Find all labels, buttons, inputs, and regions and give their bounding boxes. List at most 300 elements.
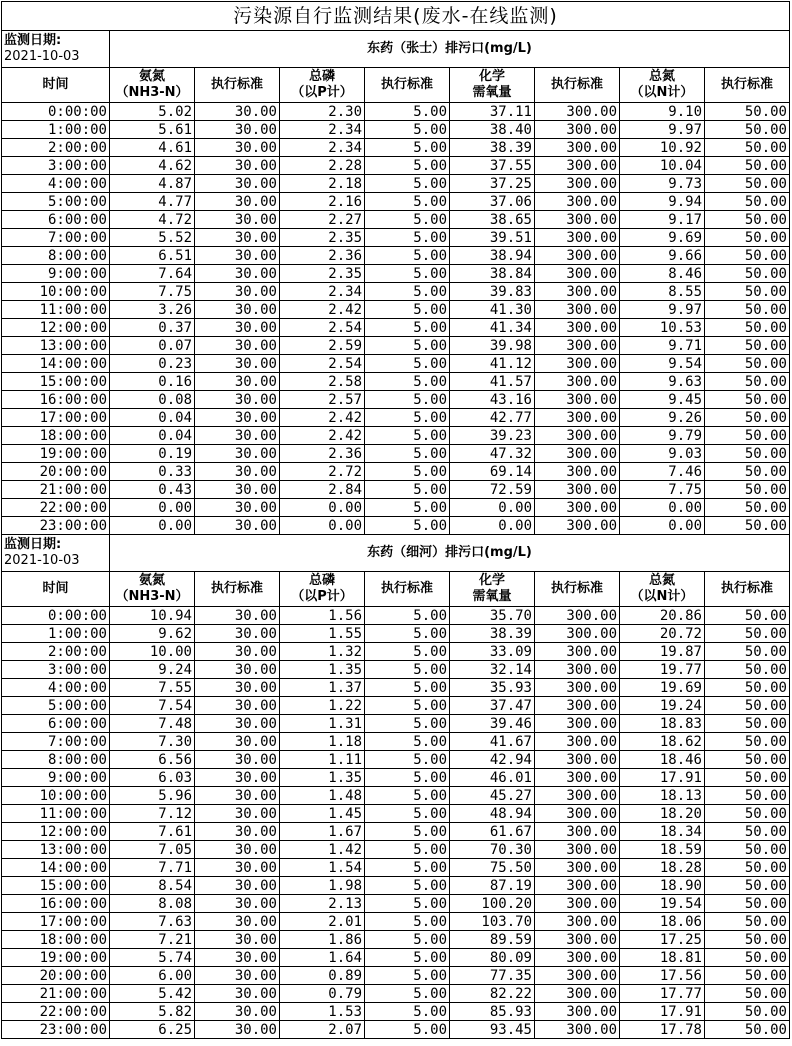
nh3n-standard: 30.00 (195, 643, 280, 661)
nh3n-value: 5.42 (110, 985, 195, 1003)
tp-standard-header-line1: 执行标准 (380, 77, 433, 92)
tp-standard: 5.00 (365, 445, 450, 463)
tn-value: 9.54 (620, 355, 705, 373)
cod-standard: 300.00 (535, 769, 620, 787)
cod-standard: 300.00 (535, 481, 620, 499)
nh3n-value: 4.77 (110, 193, 195, 211)
tp-standard: 5.00 (365, 373, 450, 391)
tp-value: 2.42 (280, 301, 365, 319)
tp-standard: 5.00 (365, 1021, 450, 1039)
time-cell: 13:00:00 (2, 337, 110, 355)
tp-header-line2: （以P计） (291, 85, 353, 100)
time-cell: 11:00:00 (2, 805, 110, 823)
cod-value: 38.84 (450, 265, 535, 283)
time-cell: 6:00:00 (2, 211, 110, 229)
nh3n-value: 7.48 (110, 715, 195, 733)
cod-value: 37.11 (450, 103, 535, 121)
cod-standard: 300.00 (535, 445, 620, 463)
tn-standard: 50.00 (705, 607, 790, 625)
tp-value: 2.16 (280, 193, 365, 211)
nh3n-value: 0.04 (110, 427, 195, 445)
tn-standard-header-line1: 执行标准 (720, 77, 773, 92)
tn-standard: 50.00 (705, 229, 790, 247)
tp-value: 1.11 (280, 751, 365, 769)
tn-value: 18.62 (620, 733, 705, 751)
nh3n-standard: 30.00 (195, 625, 280, 643)
tp-value: 2.30 (280, 103, 365, 121)
nh3n-standard-header-line1: 执行标准 (210, 581, 263, 596)
cod-standard: 300.00 (535, 409, 620, 427)
tp-value: 1.31 (280, 715, 365, 733)
nh3n-value: 6.03 (110, 769, 195, 787)
cod-standard: 300.00 (535, 679, 620, 697)
table-row (2, 283, 790, 301)
nh3n-standard: 30.00 (195, 175, 280, 193)
tp-standard: 5.00 (365, 211, 450, 229)
time-cell: 10:00:00 (2, 283, 110, 301)
tp-standard: 5.00 (365, 247, 450, 265)
tn-standard: 50.00 (705, 283, 790, 301)
tp-value: 2.01 (280, 913, 365, 931)
cod-standard-header-line1: 执行标准 (550, 77, 603, 92)
nh3n-value: 5.96 (110, 787, 195, 805)
tn-value: 9.03 (620, 445, 705, 463)
nh3n-standard: 30.00 (195, 859, 280, 877)
tp-value: 2.72 (280, 463, 365, 481)
tp-standard: 5.00 (365, 481, 450, 499)
tn-standard: 50.00 (705, 985, 790, 1003)
tn-value: 18.34 (620, 823, 705, 841)
nh3n-header-line2: （NH3-N） (115, 589, 189, 604)
nh3n-standard-header-line1: 执行标准 (210, 77, 263, 92)
tp-standard: 5.00 (365, 121, 450, 139)
nh3n-standard: 30.00 (195, 823, 280, 841)
tp-standard: 5.00 (365, 499, 450, 517)
cod-standard: 300.00 (535, 265, 620, 283)
cod-value: 82.22 (450, 985, 535, 1003)
tp-value: 1.55 (280, 625, 365, 643)
tn-header-line2: （以N计） (630, 85, 694, 100)
cod-value: 85.93 (450, 1003, 535, 1021)
nh3n-value: 0.33 (110, 463, 195, 481)
nh3n-standard: 30.00 (195, 445, 280, 463)
cod-standard: 300.00 (535, 355, 620, 373)
cod-standard: 300.00 (535, 805, 620, 823)
cod-standard: 300.00 (535, 229, 620, 247)
tp-standard: 5.00 (365, 283, 450, 301)
cod-standard: 300.00 (535, 283, 620, 301)
cod-header-line2: 需氧量 (472, 589, 512, 604)
table-row (2, 931, 790, 949)
nh3n-header-line1: 氨氮 (138, 69, 165, 84)
tp-value: 1.32 (280, 643, 365, 661)
tp-value: 2.18 (280, 175, 365, 193)
tn-standard-header-line1: 执行标准 (720, 581, 773, 596)
nh3n-standard: 30.00 (195, 157, 280, 175)
tp-value: 2.54 (280, 355, 365, 373)
site-header-row (2, 535, 790, 572)
time-cell: 1:00:00 (2, 121, 110, 139)
nh3n-standard: 30.00 (195, 427, 280, 445)
tn-value: 9.97 (620, 121, 705, 139)
nh3n-value: 7.54 (110, 697, 195, 715)
time-cell: 11:00:00 (2, 301, 110, 319)
tn-standard: 50.00 (705, 697, 790, 715)
cod-standard: 300.00 (535, 931, 620, 949)
tp-standard: 5.00 (365, 715, 450, 733)
cod-value: 0.00 (450, 517, 535, 535)
tn-standard: 50.00 (705, 301, 790, 319)
time-cell: 15:00:00 (2, 877, 110, 895)
table-row (2, 337, 790, 355)
table-row (2, 751, 790, 769)
table-row (2, 697, 790, 715)
nh3n-standard: 30.00 (195, 139, 280, 157)
nh3n-header (110, 572, 195, 607)
tn-standard: 50.00 (705, 967, 790, 985)
nh3n-value: 9.24 (110, 661, 195, 679)
cod-value: 32.14 (450, 661, 535, 679)
tp-value: 0.00 (280, 499, 365, 517)
cod-value: 38.40 (450, 121, 535, 139)
table-row (2, 985, 790, 1003)
tn-standard: 50.00 (705, 157, 790, 175)
nh3n-standard: 30.00 (195, 265, 280, 283)
tn-standard: 50.00 (705, 733, 790, 751)
time-cell: 5:00:00 (2, 697, 110, 715)
time-cell: 9:00:00 (2, 769, 110, 787)
tp-value: 2.13 (280, 895, 365, 913)
tp-standard: 5.00 (365, 823, 450, 841)
tn-value: 9.94 (620, 193, 705, 211)
cod-value: 35.70 (450, 607, 535, 625)
nh3n-value: 8.08 (110, 895, 195, 913)
time-cell: 12:00:00 (2, 823, 110, 841)
tn-standard: 50.00 (705, 247, 790, 265)
time-cell: 13:00:00 (2, 841, 110, 859)
monitoring-results-table (1, 1, 790, 1039)
tp-value: 2.27 (280, 211, 365, 229)
tp-value: 1.22 (280, 697, 365, 715)
time-cell: 12:00:00 (2, 319, 110, 337)
tn-standard: 50.00 (705, 175, 790, 193)
tp-standard: 5.00 (365, 967, 450, 985)
nh3n-standard: 30.00 (195, 805, 280, 823)
time-cell: 21:00:00 (2, 985, 110, 1003)
tn-standard: 50.00 (705, 913, 790, 931)
cod-standard: 300.00 (535, 373, 620, 391)
tn-value: 9.71 (620, 337, 705, 355)
tn-standard: 50.00 (705, 751, 790, 769)
tn-standard-header (705, 68, 790, 103)
tp-standard: 5.00 (365, 607, 450, 625)
tp-standard: 5.00 (365, 355, 450, 373)
nh3n-standard: 30.00 (195, 769, 280, 787)
nh3n-value: 4.87 (110, 175, 195, 193)
cod-standard: 300.00 (535, 175, 620, 193)
column-header-row (2, 68, 790, 103)
table-body (2, 2, 790, 1039)
tn-standard: 50.00 (705, 625, 790, 643)
tp-value: 2.84 (280, 481, 365, 499)
cod-value: 89.59 (450, 931, 535, 949)
cod-standard: 300.00 (535, 877, 620, 895)
cod-value: 37.06 (450, 193, 535, 211)
tp-value: 1.56 (280, 607, 365, 625)
nh3n-value: 5.82 (110, 1003, 195, 1021)
tp-value: 0.89 (280, 967, 365, 985)
tp-value: 1.64 (280, 949, 365, 967)
tn-standard: 50.00 (705, 859, 790, 877)
tp-header (280, 572, 365, 607)
tn-value: 9.17 (620, 211, 705, 229)
cod-value: 33.09 (450, 643, 535, 661)
nh3n-standard: 30.00 (195, 661, 280, 679)
time-cell: 1:00:00 (2, 625, 110, 643)
nh3n-value: 9.62 (110, 625, 195, 643)
tp-standard: 5.00 (365, 931, 450, 949)
tp-header (280, 68, 365, 103)
cod-value: 39.51 (450, 229, 535, 247)
nh3n-value: 7.75 (110, 283, 195, 301)
tn-value: 9.45 (620, 391, 705, 409)
cod-value: 72.59 (450, 481, 535, 499)
tp-standard: 5.00 (365, 265, 450, 283)
cod-value: 100.20 (450, 895, 535, 913)
time-cell: 9:00:00 (2, 265, 110, 283)
tn-value: 17.91 (620, 1003, 705, 1021)
cod-value: 61.67 (450, 823, 535, 841)
table-row (2, 823, 790, 841)
time-cell: 20:00:00 (2, 463, 110, 481)
tn-value: 18.20 (620, 805, 705, 823)
tn-value: 17.77 (620, 985, 705, 1003)
cod-header (450, 572, 535, 607)
tn-standard: 50.00 (705, 895, 790, 913)
cod-standard: 300.00 (535, 103, 620, 121)
table-row (2, 607, 790, 625)
tp-standard: 5.00 (365, 157, 450, 175)
cod-header-line1: 化学 (478, 573, 505, 588)
table-row (2, 1021, 790, 1039)
tp-standard: 5.00 (365, 301, 450, 319)
monitoring-date-value: 2021-10-03 (4, 49, 80, 64)
cod-value: 77.35 (450, 967, 535, 985)
time-cell: 16:00:00 (2, 391, 110, 409)
tp-standard: 5.00 (365, 841, 450, 859)
nh3n-standard: 30.00 (195, 607, 280, 625)
cod-value: 0.00 (450, 499, 535, 517)
tn-value: 17.78 (620, 1021, 705, 1039)
tp-value: 2.28 (280, 157, 365, 175)
nh3n-standard: 30.00 (195, 301, 280, 319)
time-cell: 16:00:00 (2, 895, 110, 913)
tn-standard: 50.00 (705, 643, 790, 661)
monitoring-date-label: 监测日期: (4, 537, 62, 552)
cod-value: 38.39 (450, 139, 535, 157)
nh3n-header (110, 68, 195, 103)
tp-standard: 5.00 (365, 787, 450, 805)
tp-standard: 5.00 (365, 427, 450, 445)
tn-standard: 50.00 (705, 679, 790, 697)
nh3n-value: 7.64 (110, 265, 195, 283)
tn-standard: 50.00 (705, 337, 790, 355)
table-row (2, 409, 790, 427)
tn-value: 10.53 (620, 319, 705, 337)
tn-standard: 50.00 (705, 463, 790, 481)
tp-value: 2.34 (280, 139, 365, 157)
tn-value: 9.66 (620, 247, 705, 265)
tn-value: 0.00 (620, 499, 705, 517)
nh3n-value: 7.30 (110, 733, 195, 751)
table-row (2, 175, 790, 193)
tn-standard: 50.00 (705, 193, 790, 211)
table-row (2, 715, 790, 733)
tn-value: 9.79 (620, 427, 705, 445)
nh3n-standard: 30.00 (195, 211, 280, 229)
tn-value: 8.55 (620, 283, 705, 301)
time-cell: 19:00:00 (2, 949, 110, 967)
table-row (2, 787, 790, 805)
table-row (2, 841, 790, 859)
nh3n-standard: 30.00 (195, 913, 280, 931)
tp-header-line1: 总磷 (308, 573, 335, 588)
time-cell: 14:00:00 (2, 859, 110, 877)
time-cell: 14:00:00 (2, 355, 110, 373)
tn-standard: 50.00 (705, 769, 790, 787)
nh3n-standard: 30.00 (195, 751, 280, 769)
tn-value: 0.00 (620, 517, 705, 535)
tn-header (620, 572, 705, 607)
monitoring-date-cell (2, 31, 110, 68)
time-cell: 19:00:00 (2, 445, 110, 463)
table-row (2, 769, 790, 787)
cod-header-line1: 化学 (478, 69, 505, 84)
tn-value: 18.81 (620, 949, 705, 967)
cod-value: 41.12 (450, 355, 535, 373)
tn-value: 9.97 (620, 301, 705, 319)
nh3n-value: 0.07 (110, 337, 195, 355)
cod-standard: 300.00 (535, 823, 620, 841)
tp-value: 1.35 (280, 661, 365, 679)
cod-value: 35.93 (450, 679, 535, 697)
cod-standard-header-line1: 执行标准 (550, 581, 603, 596)
cod-value: 42.94 (450, 751, 535, 769)
table-row (2, 661, 790, 679)
tp-value: 2.35 (280, 265, 365, 283)
cod-value: 47.32 (450, 445, 535, 463)
tn-value: 10.92 (620, 139, 705, 157)
tp-standard: 5.00 (365, 877, 450, 895)
cod-standard: 300.00 (535, 913, 620, 931)
nh3n-value: 6.25 (110, 1021, 195, 1039)
time-header-line1: 时间 (42, 581, 69, 596)
nh3n-value: 0.19 (110, 445, 195, 463)
tp-standard: 5.00 (365, 409, 450, 427)
tn-standard: 50.00 (705, 211, 790, 229)
tn-standard: 50.00 (705, 103, 790, 121)
tp-standard: 5.00 (365, 985, 450, 1003)
nh3n-standard: 30.00 (195, 103, 280, 121)
tp-standard: 5.00 (365, 229, 450, 247)
cod-standard: 300.00 (535, 463, 620, 481)
nh3n-standard: 30.00 (195, 1003, 280, 1021)
table-row (2, 211, 790, 229)
cod-standard: 300.00 (535, 787, 620, 805)
tn-standard: 50.00 (705, 877, 790, 895)
time-cell: 8:00:00 (2, 247, 110, 265)
nh3n-standard-header (195, 68, 280, 103)
table-row (2, 103, 790, 121)
cod-value: 37.55 (450, 157, 535, 175)
nh3n-standard: 30.00 (195, 679, 280, 697)
time-cell: 17:00:00 (2, 409, 110, 427)
nh3n-value: 5.61 (110, 121, 195, 139)
cod-value: 37.25 (450, 175, 535, 193)
time-cell: 22:00:00 (2, 1003, 110, 1021)
tp-value: 0.00 (280, 517, 365, 535)
tp-standard: 5.00 (365, 805, 450, 823)
time-cell: 7:00:00 (2, 229, 110, 247)
tn-standard: 50.00 (705, 409, 790, 427)
cod-standard: 300.00 (535, 121, 620, 139)
tn-standard: 50.00 (705, 517, 790, 535)
table-row (2, 1003, 790, 1021)
nh3n-standard: 30.00 (195, 373, 280, 391)
nh3n-value: 7.12 (110, 805, 195, 823)
tp-standard: 5.00 (365, 895, 450, 913)
tp-value: 0.79 (280, 985, 365, 1003)
tp-value: 1.54 (280, 859, 365, 877)
cod-standard-header (535, 572, 620, 607)
cod-standard: 300.00 (535, 967, 620, 985)
table-row (2, 913, 790, 931)
tp-standard-header (365, 68, 450, 103)
time-cell: 8:00:00 (2, 751, 110, 769)
tn-value: 18.46 (620, 751, 705, 769)
tn-standard: 50.00 (705, 661, 790, 679)
tn-value: 7.46 (620, 463, 705, 481)
tp-standard: 5.00 (365, 319, 450, 337)
cod-standard: 300.00 (535, 841, 620, 859)
nh3n-standard-header (195, 572, 280, 607)
tp-standard: 5.00 (365, 697, 450, 715)
tn-value: 9.69 (620, 229, 705, 247)
time-cell: 3:00:00 (2, 157, 110, 175)
tn-header-line1: 总氮 (648, 69, 675, 84)
title-row (2, 2, 790, 31)
table-row (2, 301, 790, 319)
nh3n-standard: 30.00 (195, 319, 280, 337)
nh3n-value: 7.05 (110, 841, 195, 859)
tn-value: 19.77 (620, 661, 705, 679)
nh3n-value: 0.04 (110, 409, 195, 427)
nh3n-header-line1: 氨氮 (138, 573, 165, 588)
table-row (2, 967, 790, 985)
cod-value: 41.67 (450, 733, 535, 751)
tn-standard: 50.00 (705, 1003, 790, 1021)
tn-value: 9.26 (620, 409, 705, 427)
nh3n-standard: 30.00 (195, 877, 280, 895)
nh3n-standard: 30.00 (195, 463, 280, 481)
tn-value: 19.24 (620, 697, 705, 715)
cod-value: 38.39 (450, 625, 535, 643)
table-row (2, 643, 790, 661)
nh3n-standard: 30.00 (195, 787, 280, 805)
cod-standard: 300.00 (535, 391, 620, 409)
cod-standard: 300.00 (535, 697, 620, 715)
nh3n-value: 6.51 (110, 247, 195, 265)
